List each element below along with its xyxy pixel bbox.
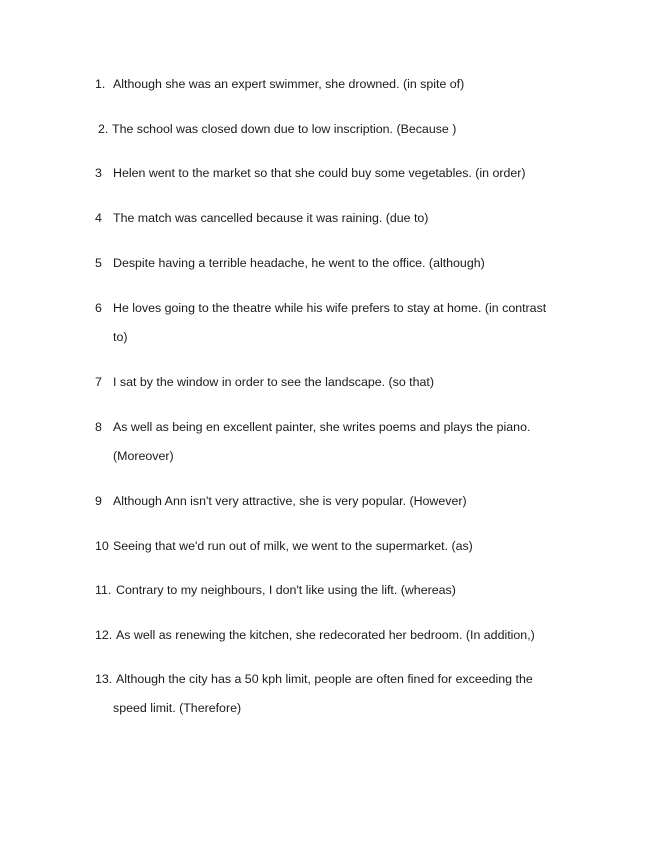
exercise-item-7 bbox=[95, 375, 575, 389]
item-number: 7 bbox=[95, 375, 102, 389]
exercise-item-9 bbox=[95, 494, 575, 508]
item-text: Although she was an expert swimmer, she drowned. (in spite of) bbox=[113, 77, 465, 91]
item-text: Seeing that we'd run out of milk, we went to the supermarket. (as) bbox=[113, 539, 473, 553]
item-number: 8 bbox=[95, 420, 102, 434]
item-text: Despite having a terrible headache, he went to the office. (although) bbox=[113, 256, 485, 270]
item-text: The school was closed down due to low inscription. (Because ) bbox=[112, 122, 457, 136]
item-text-continuation: speed limit. (Therefore) bbox=[113, 701, 242, 715]
exercise-item-4 bbox=[95, 211, 575, 225]
exercise-item-10 bbox=[95, 539, 575, 553]
exercise-item-13 bbox=[95, 672, 575, 715]
item-number: 1. bbox=[95, 77, 106, 91]
exercise-item-8 bbox=[95, 420, 575, 463]
item-text: As well as renewing the kitchen, she redecorated her bedroom. (In addition,) bbox=[116, 628, 535, 642]
item-text-continuation: (Moreover) bbox=[113, 449, 174, 463]
item-text: He loves going to the theatre while his wife prefers to stay at home. (in contrast bbox=[113, 301, 547, 315]
exercise-item-6 bbox=[95, 301, 575, 344]
item-text-continuation: to) bbox=[113, 330, 128, 344]
item-number: 9 bbox=[95, 494, 102, 508]
exercise-item-2 bbox=[98, 122, 578, 136]
item-number: 3 bbox=[95, 166, 102, 180]
item-number: 5 bbox=[95, 256, 102, 270]
item-number: 6 bbox=[95, 301, 102, 315]
item-number: 10 bbox=[95, 539, 109, 553]
item-text: The match was cancelled because it was raining. (due to) bbox=[113, 211, 429, 225]
item-text: As well as being en excellent painter, she writes poems and plays the piano. bbox=[113, 420, 531, 434]
item-text: Although Ann isn't very attractive, she is very popular. (However) bbox=[113, 494, 467, 508]
item-text: Helen went to the market so that she could buy some vegetables. (in order) bbox=[113, 166, 526, 180]
exercise-item-11 bbox=[95, 583, 575, 597]
exercise-item-12 bbox=[95, 628, 575, 642]
item-text: Although the city has a 50 kph limit, people are often fined for exceeding the bbox=[116, 672, 533, 686]
exercise-item-3 bbox=[95, 166, 575, 180]
item-number: 11. bbox=[95, 583, 112, 597]
item-number: 13. bbox=[95, 672, 113, 686]
item-number: 4 bbox=[95, 211, 102, 225]
item-text: I sat by the window in order to see the landscape. (so that) bbox=[113, 375, 434, 389]
exercise-item-1 bbox=[95, 77, 575, 91]
item-text: Contrary to my neighbours, I don't like using the lift. (whereas) bbox=[116, 583, 456, 597]
exercise-item-5 bbox=[95, 256, 575, 270]
item-number: 12. bbox=[95, 628, 113, 642]
item-number: 2. bbox=[98, 122, 109, 136]
